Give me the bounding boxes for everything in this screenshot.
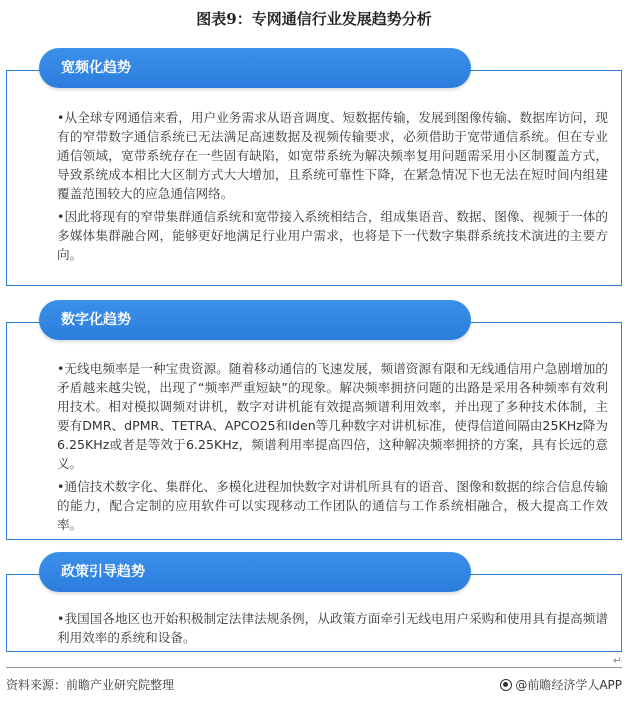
qianzhan-logo-icon: [500, 679, 512, 691]
section-content: [57, 108, 608, 268]
section-policy: [6, 552, 622, 652]
section-broadband: [6, 48, 622, 286]
brand: [500, 676, 622, 693]
paragraph: •通信技术数字化、集群化、多模化进程加快数字对讲机所具有的语音、图像和数据的综合信息传输的能力，配合定制的应用软件可以实现移动工作团队的通信与工作系统相融合，极大提高工作效率。: [57, 479, 608, 532]
section-heading-tab: [39, 48, 471, 88]
source-note: 资料来源：前瞻产业研究院整理: [6, 678, 175, 692]
section-heading: 宽频化趋势: [61, 60, 131, 76]
paragraph-mark: ↵: [612, 654, 622, 667]
brand-label: @前瞻经济学人APP: [515, 678, 622, 692]
paragraph: •因此将现有的窄带集群通信系统和宽带接入系统相结合，组成集语音、数据、图像、视频于一体的多媒体集群融合网，能够更好地满足行业用户需求，也将是下一代数字集群系统技术演进的主要方向。: [57, 209, 608, 262]
paragraph: •从全球专网通信来看，用户业务需求从语音调度、短数据传输，发展到图像传输、数据库访问，现有的窄带数字通信系统已无法满足高速数据及视频传输要求，必须借助于宽带通信系统。但在专业通信领域，宽带系统存在一些固有缺陷，如宽带系统为解决频率复用问题需采用小区制覆盖方式，导致系统成本相比大区制方式大大增加，且系统可靠性下降，在紧急情况下也无法在短时间内组建覆盖范围较大的应急通信网络。: [57, 110, 608, 201]
section-heading-tab: [39, 300, 471, 340]
section-content: [57, 609, 608, 651]
section-content: [57, 359, 608, 538]
section-digital: [6, 300, 622, 540]
section-heading: 数字化趋势: [61, 312, 131, 328]
paragraph: •无线电频率是一种宝贵资源。随着移动通信的飞速发展，频谱资源有限和无线通信用户急剧增加的矛盾越来越尖锐，出现了“频率严重短缺”的现象。解决频率拥挤问题的出路是采用各种频率有效利用技术。相对模拟调频对讲机，数字对讲机能有效提高频谱利用效率，并出现了多种技术体制，主要有DMR、dPMR、TETRA、APCO25和Iden等几种数字对讲机标准，使得信道间隔由25KHz降为6.25KHz或者是等效于6.25KHz，频谱利用率提高四倍，这种解决频率拥挤的方案，具有长远的意义。: [57, 361, 608, 471]
section-heading: 政策引导趋势: [61, 564, 145, 580]
footer-divider: [6, 667, 622, 668]
paragraph: •我国国各地区也开始积极制定法律法规条例，从政策方面牵引无线电用户采购和使用具有提高频谱利用效率的系统和设备。: [57, 611, 608, 645]
section-heading-tab: [39, 552, 471, 592]
page-title: 图表9：专网通信行业发展趋势分析: [196, 10, 432, 28]
